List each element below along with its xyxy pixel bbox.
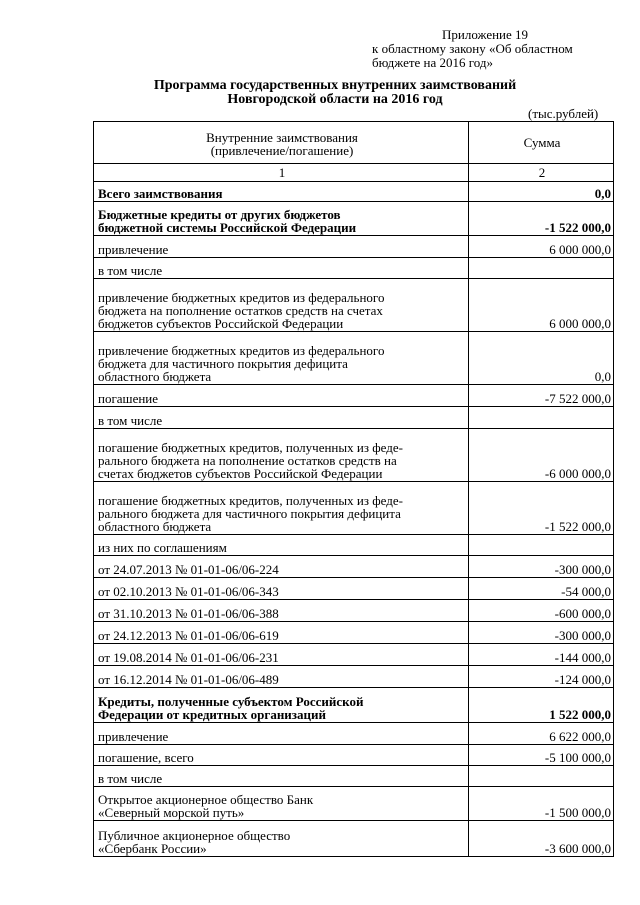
table-row: [94, 745, 614, 766]
table-row: [94, 666, 614, 688]
row-label: от 16.12.2014 № 01-01-06/06-489: [94, 666, 469, 688]
row-amount: -5 100 000,0: [469, 745, 614, 766]
row-amount: -144 000,0: [469, 644, 614, 666]
header-borrowings: Внутренние заимствования (привлечение/погашение): [94, 122, 469, 164]
table-row: [94, 600, 614, 622]
table-row: [94, 258, 614, 279]
units-label: (тыс.рублей): [528, 106, 599, 121]
row-amount: -1 522 000,0: [469, 202, 614, 236]
row-label: от 31.10.2013 № 01-01-06/06-388: [94, 600, 469, 622]
row-amount: [469, 258, 614, 279]
row-amount: -1 522 000,0: [469, 482, 614, 535]
row-label: привлечение бюджетных кредитов из федерального бюджета для частичного покрытия дефицита областного бюджета: [94, 332, 469, 385]
row-amount: 0,0: [469, 182, 614, 202]
row-amount: 6 000 000,0: [469, 236, 614, 258]
column-number-1: 1: [94, 164, 469, 182]
row-amount: 6 000 000,0: [469, 279, 614, 332]
table-row: [94, 429, 614, 482]
appendix-line-2: к областному закону «Об областном: [372, 41, 573, 56]
table-row: [94, 482, 614, 535]
table-row: [94, 236, 614, 258]
table-row: [94, 766, 614, 787]
title-line-1: Программа государственных внутренних заимствований: [153, 78, 517, 93]
table-row: [94, 622, 614, 644]
row-label: погашение, всего: [94, 745, 469, 766]
row-amount: [469, 535, 614, 556]
row-label: привлечение бюджетных кредитов из федерального бюджета на пополнение остатков средств на счетах бюджетов субъектов Российской Федерации: [94, 279, 469, 332]
row-label: Всего заимствования: [94, 182, 469, 202]
table-row: [94, 332, 614, 385]
table-body: [94, 182, 614, 857]
table-row: [94, 723, 614, 745]
table-row: [94, 821, 614, 857]
row-label: в том числе: [94, 766, 469, 787]
row-amount: -124 000,0: [469, 666, 614, 688]
table-row: [94, 279, 614, 332]
table-row: [94, 688, 614, 723]
table-row: [94, 202, 614, 236]
row-amount: 0,0: [469, 332, 614, 385]
row-label: Публичное акционерное общество «Сбербанк России»: [94, 821, 469, 857]
row-label: Открытое акционерное общество Банк «Северный морской путь»: [94, 787, 469, 821]
row-amount: -54 000,0: [469, 578, 614, 600]
row-label: от 02.10.2013 № 01-01-06/06-343: [94, 578, 469, 600]
table-row: [94, 644, 614, 666]
row-label: привлечение: [94, 723, 469, 745]
title-line-2: Новгородской области на 2016 год: [227, 92, 443, 107]
row-amount: 6 622 000,0: [469, 723, 614, 745]
table-header-row: [94, 122, 614, 164]
appendix-line-3: бюджете на 2016 год»: [372, 55, 494, 70]
column-number-2: 2: [469, 164, 614, 182]
row-label: погашение: [94, 385, 469, 407]
document-title: [90, 79, 580, 107]
table-row: [94, 556, 614, 578]
row-amount: -3 600 000,0: [469, 821, 614, 857]
row-label: от 24.12.2013 № 01-01-06/06-619: [94, 622, 469, 644]
header-amount: Сумма: [469, 122, 614, 164]
row-label: в том числе: [94, 258, 469, 279]
table-row: [94, 385, 614, 407]
row-label: в том числе: [94, 407, 469, 429]
row-label: привлечение: [94, 236, 469, 258]
row-amount: -300 000,0: [469, 622, 614, 644]
table-row: [94, 535, 614, 556]
row-amount: [469, 407, 614, 429]
borrowing-table: [93, 121, 614, 857]
table-row: [94, 407, 614, 429]
row-amount: -1 500 000,0: [469, 787, 614, 821]
row-label: от 24.07.2013 № 01-01-06/06-224: [94, 556, 469, 578]
row-label: из них по соглашениям: [94, 535, 469, 556]
row-amount: -300 000,0: [469, 556, 614, 578]
row-label: от 19.08.2014 № 01-01-06/06-231: [94, 644, 469, 666]
row-amount: 1 522 000,0: [469, 688, 614, 723]
table-row: [94, 578, 614, 600]
row-amount: -7 522 000,0: [469, 385, 614, 407]
row-amount: -6 000 000,0: [469, 429, 614, 482]
column-number-row: [94, 164, 614, 182]
row-label: Бюджетные кредиты от других бюджетов бюджетной системы Российской Федерации: [94, 202, 469, 236]
appendix-note: [372, 28, 632, 70]
row-label: погашение бюджетных кредитов, полученных из феде- рального бюджета для частичного покрытия дефицита областного бюджета: [94, 482, 469, 535]
row-amount: [469, 766, 614, 787]
table-row: [94, 182, 614, 202]
row-label: погашение бюджетных кредитов, полученных из феде- рального бюджета на пополнение остатков средств на счетах бюджетов субъектов Российской Федерации: [94, 429, 469, 482]
table-row: [94, 787, 614, 821]
appendix-line-1: Приложение 19: [442, 27, 529, 42]
row-amount: -600 000,0: [469, 600, 614, 622]
row-label: Кредиты, полученные субъектом Российской Федерации от кредитных организаций: [94, 688, 469, 723]
